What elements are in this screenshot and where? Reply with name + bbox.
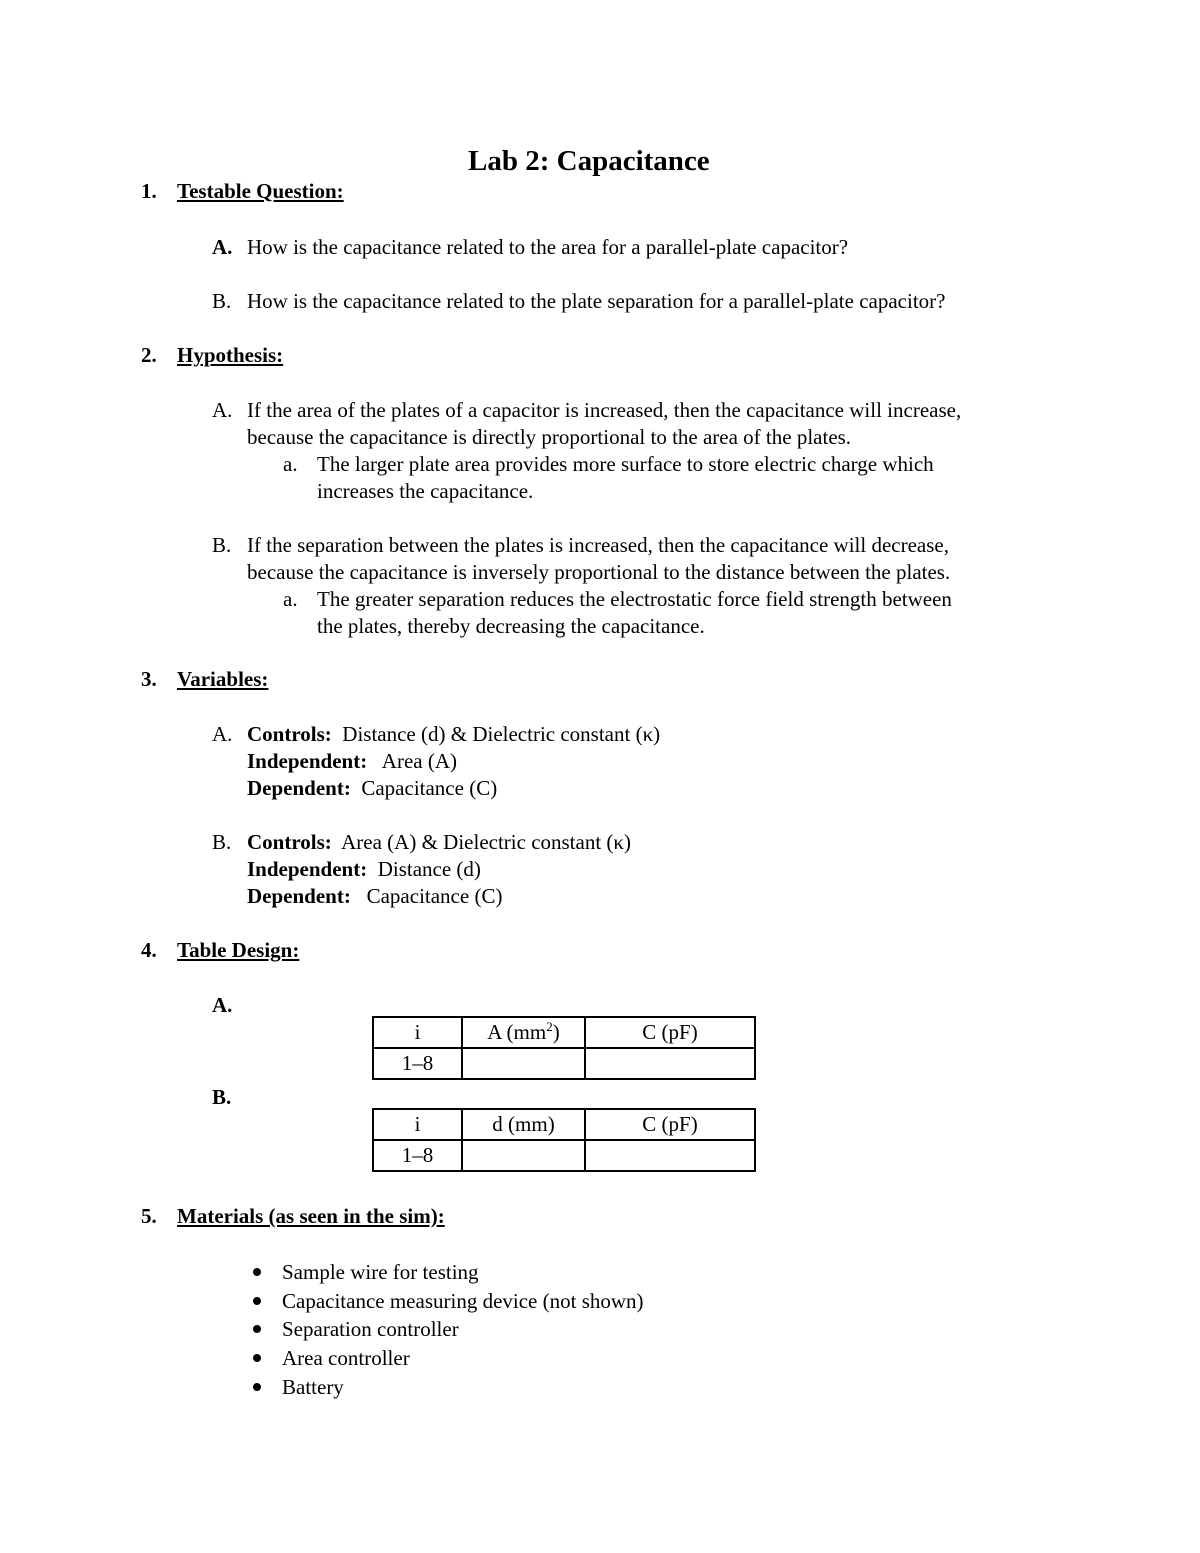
table-cell — [585, 1140, 755, 1171]
item-letter: A. — [212, 993, 233, 1017]
item-letter: B. — [212, 830, 232, 854]
dependent-value: Capacitance (C) — [366, 884, 503, 908]
table-header-cell: i — [373, 1109, 462, 1140]
header-text: ) — [552, 1020, 560, 1044]
page-title: Lab 2: Capacitance — [468, 145, 710, 177]
variables-a-dependent — [247, 775, 497, 802]
hypothesis-b-line: because the capacitance is inversely proportional to the distance between the plates. — [247, 560, 951, 584]
hypothesis-a-line: because the capacitance is directly proportional to the area of the plates. — [247, 425, 852, 449]
hypothesis-a-line: If the area of the plates of a capacitor is increased, then the capacitance will increase, — [247, 398, 962, 422]
list-item: Sample wire for testing — [282, 1260, 479, 1284]
list-item: Battery — [282, 1375, 344, 1399]
table-header-cell: d (mm) — [462, 1109, 585, 1140]
table-cell — [462, 1048, 585, 1079]
dependent-value: Capacitance (C) — [361, 776, 498, 800]
controls-value: Area (A) & Dielectric constant (κ) — [341, 830, 631, 854]
bullet-icon — [253, 1297, 261, 1305]
item-letter: A. — [212, 398, 233, 422]
sub-item-letter: a. — [283, 587, 298, 611]
list-item: Capacitance measuring device (not shown) — [282, 1289, 644, 1313]
section-heading-materials: Materials (as seen in the sim): — [177, 1204, 445, 1228]
hypothesis-b-line: If the separation between the plates is increased, then the capacitance will decrease, — [247, 533, 949, 557]
table-cell — [462, 1140, 585, 1171]
list-item: Separation controller — [282, 1317, 459, 1341]
table-header-cell: C (pF) — [585, 1109, 755, 1140]
superscript: 2 — [546, 1019, 553, 1034]
hypothesis-a-sub-line: The larger plate area provides more surface to store electric charge which — [317, 452, 934, 476]
sub-item-letter: a. — [283, 452, 298, 476]
table-cell: 1–8 — [373, 1140, 462, 1171]
item-letter: A. — [212, 235, 233, 259]
independent-label: Independent: — [247, 749, 368, 773]
section-number: 4. — [141, 938, 157, 962]
section-number: 5. — [141, 1204, 157, 1228]
item-letter: B. — [212, 289, 232, 313]
section-heading-hypothesis: Hypothesis: — [177, 343, 284, 367]
independent-value: Distance (d) — [377, 857, 481, 881]
bullet-icon — [253, 1268, 261, 1276]
independent-label: Independent: — [247, 857, 368, 881]
dependent-label: Dependent: — [247, 776, 351, 800]
item-letter: A. — [212, 722, 233, 746]
controls-value: Distance (d) & Dielectric constant (κ) — [342, 722, 661, 746]
independent-value: Area (A) — [381, 749, 457, 773]
variables-b-controls — [247, 829, 631, 856]
header-text: A (mm — [487, 1020, 547, 1044]
section-heading-table-design: Table Design: — [177, 938, 300, 962]
table-cell: 1–8 — [373, 1048, 462, 1079]
controls-label: Controls: — [247, 722, 332, 746]
section-heading-variables: Variables: — [177, 667, 269, 691]
section-heading-testable-question: Testable Question: — [177, 179, 344, 203]
item-letter: B. — [212, 1085, 232, 1109]
hypothesis-a-sub-line: increases the capacitance. — [317, 479, 534, 503]
section-number: 1. — [141, 179, 157, 203]
table-row — [373, 1140, 755, 1171]
item-letter: B. — [212, 533, 232, 557]
hypothesis-b-sub-line: The greater separation reduces the electrostatic force field strength between — [317, 587, 952, 611]
hypothesis-b-sub-line: the plates, thereby decreasing the capacitance. — [317, 614, 705, 638]
dependent-label: Dependent: — [247, 884, 351, 908]
table-header-cell — [462, 1017, 585, 1048]
variables-a-controls — [247, 721, 660, 748]
section-number: 2. — [141, 343, 157, 367]
table-row — [373, 1048, 755, 1079]
controls-label: Controls: — [247, 830, 332, 854]
list-item: Area controller — [282, 1346, 410, 1370]
table-header-cell: C (pF) — [585, 1017, 755, 1048]
table-design-a — [372, 1016, 756, 1080]
variables-a-independent — [247, 748, 457, 775]
bullet-icon — [253, 1354, 261, 1362]
variables-b-dependent — [247, 883, 502, 910]
table-header-row — [373, 1109, 755, 1140]
section-number: 3. — [141, 667, 157, 691]
table-cell — [585, 1048, 755, 1079]
table-header-row — [373, 1017, 755, 1048]
table-design-b — [372, 1108, 756, 1172]
variables-b-independent — [247, 856, 481, 883]
table-header-cell: i — [373, 1017, 462, 1048]
question-b-text: How is the capacitance related to the plate separation for a parallel-plate capacitor? — [247, 289, 946, 313]
question-a-text: How is the capacitance related to the area for a parallel-plate capacitor? — [247, 235, 849, 259]
bullet-icon — [253, 1325, 261, 1333]
bullet-icon — [253, 1383, 261, 1391]
